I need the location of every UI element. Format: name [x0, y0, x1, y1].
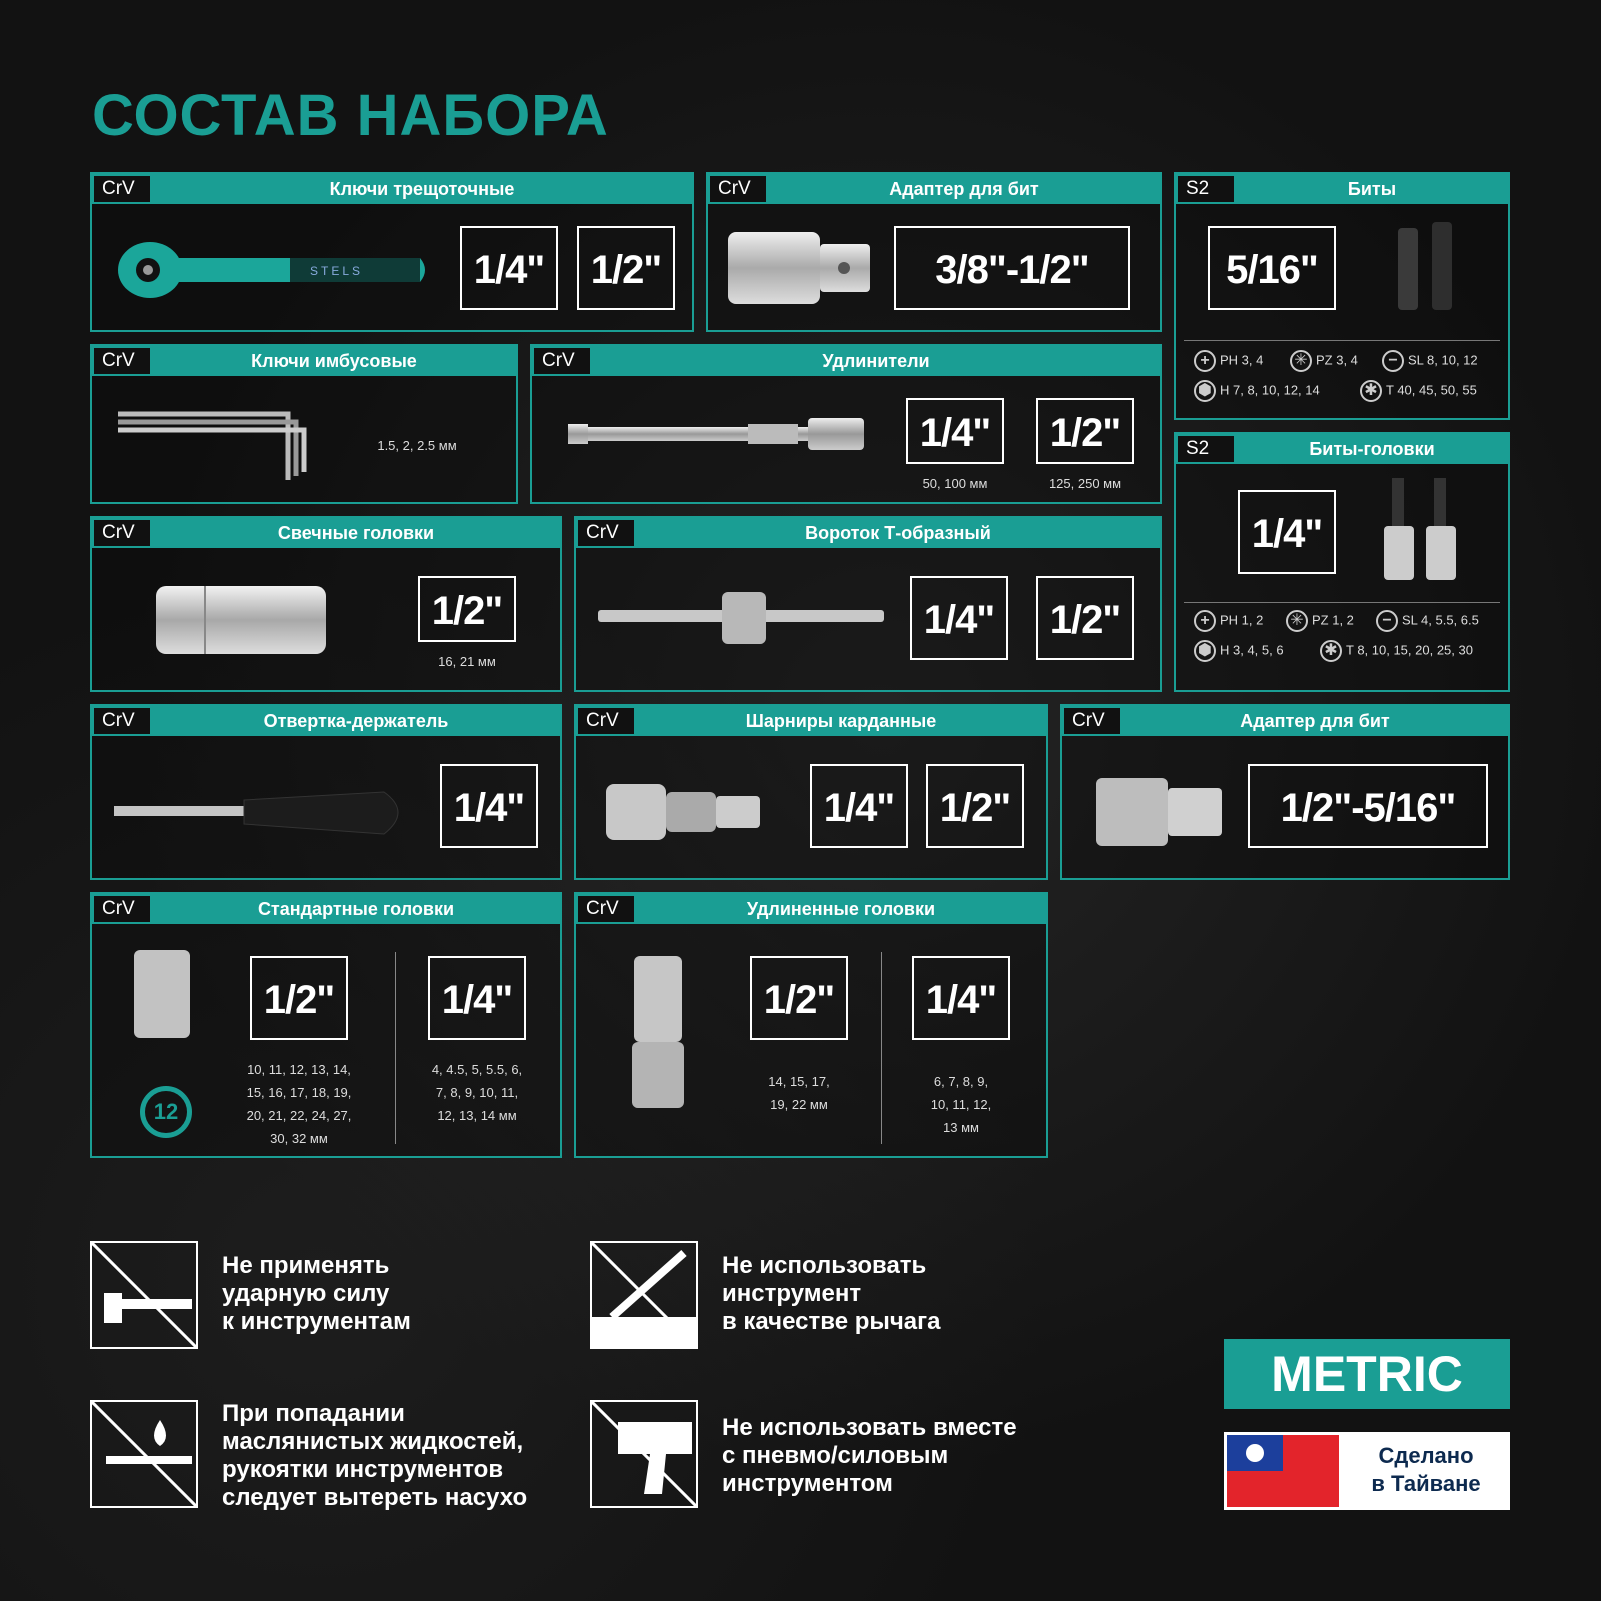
- size-box: 1/2": [250, 956, 348, 1040]
- bit-adapter-image: [1096, 776, 1226, 848]
- material-label: CrV: [94, 708, 150, 734]
- size-box: 1/2"-5/16": [1248, 764, 1488, 848]
- adapter-image: [724, 226, 874, 310]
- made-in-text: Сделано в Тайване: [1371, 1443, 1481, 1496]
- panel-extensions: [530, 344, 1162, 504]
- panel-title: Ключи трещоточные: [329, 179, 515, 199]
- size-box: 1/2": [750, 956, 848, 1040]
- universal-joint-image: [606, 780, 766, 844]
- material-label: CrV: [94, 520, 150, 546]
- phillips-icon: +: [1194, 350, 1216, 372]
- material-label: CrV: [578, 520, 634, 546]
- bit-sockets-image: [1382, 474, 1482, 586]
- ratchet-wrench-image: [110, 236, 430, 304]
- bit-type-ph: + PH 3, 4: [1194, 350, 1263, 372]
- divider: [1184, 340, 1500, 341]
- extension-bar-image: [568, 414, 868, 454]
- panel-screwdriver: [90, 704, 562, 880]
- warning-text: Не использовать вместе с пневмо/силовым инструментом: [722, 1414, 1017, 1497]
- phillips-icon: +: [1194, 610, 1216, 632]
- no-impact-icon: [90, 1241, 198, 1349]
- bit-type-sl: − SL 4, 5.5, 6.5: [1376, 610, 1479, 632]
- bit-type-pz: ✳ PZ 3, 4: [1290, 350, 1358, 372]
- material-label: CrV: [94, 176, 150, 202]
- twelve-point-icon: 12: [140, 1086, 192, 1138]
- size-box: 1/2": [577, 226, 675, 310]
- size-box: 3/8"-1/2": [894, 226, 1130, 310]
- panel-universal-joints: [574, 704, 1048, 880]
- taiwan-flag-icon: [1227, 1435, 1339, 1507]
- bits-image: [1388, 218, 1468, 314]
- made-in-badge: [1224, 1432, 1510, 1510]
- hex-icon: ⬢: [1194, 640, 1216, 662]
- material-label: CrV: [578, 708, 634, 734]
- slotted-icon: −: [1376, 610, 1398, 632]
- panel-title: Биты: [1347, 179, 1397, 199]
- warning-text: При попадании маслянистых жидкостей, рукоятки инструментов следует вытереть насухо: [222, 1400, 528, 1511]
- size-box: 1/2": [1036, 576, 1134, 660]
- panel-standard-sockets: [90, 892, 562, 1158]
- bit-type-t: ✱ T 40, 45, 50, 55: [1360, 380, 1477, 402]
- torx-icon: ✱: [1320, 640, 1342, 662]
- size-box: 1/2": [418, 576, 516, 642]
- panel-title: Адаптер для бит: [1240, 711, 1390, 731]
- size-box: 1/4": [912, 956, 1010, 1040]
- divider: [881, 952, 882, 1144]
- deep-socket-image: [630, 956, 686, 1112]
- panel-title: Отвертка-держатель: [263, 711, 449, 731]
- size-box: 1/4": [906, 398, 1004, 464]
- size-box: 1/4": [1238, 490, 1336, 574]
- size-box: 1/4": [910, 576, 1008, 660]
- panel-spark-plug: [90, 516, 562, 692]
- panel-bit-sockets: [1174, 432, 1510, 692]
- divider: [1184, 602, 1500, 603]
- panel-bits: [1174, 172, 1510, 420]
- spark-plug-sizes: 16, 21 мм: [438, 654, 496, 669]
- material-label: CrV: [94, 896, 150, 922]
- material-label: CrV: [578, 896, 634, 922]
- panel-ratchet: [90, 172, 694, 332]
- material-label: CrV: [94, 348, 150, 374]
- size-box: 1/2": [1036, 398, 1134, 464]
- bit-type-h: ⬢ H 3, 4, 5, 6: [1194, 640, 1284, 662]
- spark-plug-socket-image: [154, 582, 328, 658]
- warning-text: Не применять ударную силу к инструментам: [222, 1252, 411, 1335]
- warning-text: Не использовать инструмент в качестве рычага: [722, 1252, 941, 1335]
- material-label: S2: [1178, 176, 1234, 202]
- material-label: S2: [1178, 436, 1234, 462]
- torx-icon: ✱: [1360, 380, 1382, 402]
- panel-deep-sockets: [574, 892, 1048, 1158]
- material-label: CrV: [534, 348, 590, 374]
- deep-socket-sizes-half: 14, 15, 17, 19, 22 мм: [768, 1074, 830, 1112]
- metric-badge: METRIC: [1224, 1339, 1510, 1409]
- bit-type-pz: ✳ PZ 1, 2: [1286, 610, 1354, 632]
- page-title: СОСТАВ НАБОРА: [92, 83, 609, 148]
- deep-socket-sizes-quarter: 6, 7, 8, 9, 10, 11, 12, 13 мм: [930, 1074, 992, 1135]
- panel-title: Удлиненные головки: [746, 899, 936, 919]
- size-box: 1/4": [440, 764, 538, 848]
- panel-bit-adapter-2: [1060, 704, 1510, 880]
- panel-bit-adapter: [706, 172, 1162, 332]
- hex-icon: ⬢: [1194, 380, 1216, 402]
- size-box: 1/2": [926, 764, 1024, 848]
- no-lever-icon: [590, 1241, 698, 1349]
- size-box: 5/16": [1208, 226, 1336, 310]
- no-oil-icon: [90, 1400, 198, 1508]
- panel-title: Шарниры карданные: [745, 711, 937, 731]
- panel-hex-keys: [90, 344, 518, 504]
- size-box: 1/4": [428, 956, 526, 1040]
- bit-type-h: ⬢ H 7, 8, 10, 12, 14: [1194, 380, 1320, 402]
- bit-type-sl: − SL 8, 10, 12: [1382, 350, 1478, 372]
- socket-sizes-quarter: 4, 4.5, 5, 5.5, 6, 7, 8, 9, 10, 11, 12, 13, 14 мм: [431, 1062, 523, 1123]
- panel-t-handle: [574, 516, 1162, 692]
- panel-title: Вороток Т-образный: [805, 523, 991, 543]
- svg-text:STELS: STELS: [310, 264, 364, 278]
- slotted-icon: −: [1382, 350, 1404, 372]
- pozidriv-icon: ✳: [1290, 350, 1312, 372]
- hex-keys-sizes: 1.5, 2, 2.5 мм: [377, 438, 457, 453]
- screwdriver-image: [114, 782, 414, 842]
- t-handle-image: [598, 588, 888, 648]
- divider: [395, 952, 396, 1144]
- size-box: 1/4": [460, 226, 558, 310]
- material-label: CrV: [1064, 708, 1120, 734]
- material-label: CrV: [710, 176, 766, 202]
- pozidriv-icon: ✳: [1286, 610, 1308, 632]
- panel-title: Биты-головки: [1309, 439, 1435, 459]
- panel-title: Стандартные головки: [257, 899, 455, 919]
- panel-title: Адаптер для бит: [889, 179, 1039, 199]
- panel-title: Свечные головки: [277, 523, 435, 543]
- panel-title: Ключи имбусовые: [251, 351, 417, 371]
- no-power-tool-icon: [590, 1400, 698, 1508]
- hex-keys-image: [112, 404, 312, 484]
- socket-image: [132, 946, 192, 1042]
- bit-type-ph: + PH 1, 2: [1194, 610, 1263, 632]
- panel-title: Удлинители: [822, 351, 930, 371]
- socket-sizes-half: 10, 11, 12, 13, 14, 15, 16, 17, 18, 19, 20, 21, 22, 24, 27, 30, 32 мм: [246, 1062, 352, 1146]
- bit-type-t: ✱ T 8, 10, 15, 20, 25, 30: [1320, 640, 1473, 662]
- size-box: 1/4": [810, 764, 908, 848]
- extension-length: 50, 100 мм: [922, 476, 988, 491]
- extension-length: 125, 250 мм: [1048, 476, 1122, 491]
